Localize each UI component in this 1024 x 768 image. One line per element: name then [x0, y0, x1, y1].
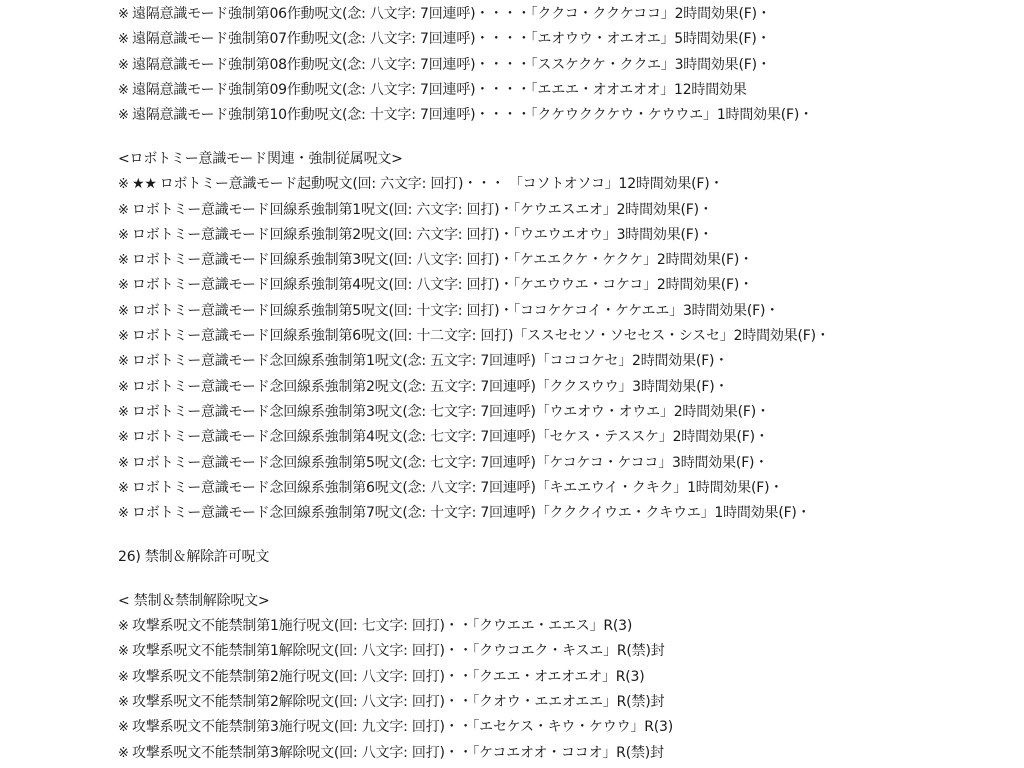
reference-mark-icon: ※ [118, 227, 129, 243]
line-text: 遠隔意識モード強制第07作動呪文(念: 八文字: 7回連呼)・・・・「エオウウ・オエオエ」5時間効果(F)・ [132, 31, 771, 48]
reference-mark-icon: ※ [118, 7, 129, 22]
line-text: < 禁制＆禁制解除呪文> [118, 592, 270, 609]
line-text: ロボトミー意識モード念回線系強制第4呪文(念: 七文字: 7回連呼)「セケス・テススケ」2時間効果(F)・ [132, 429, 769, 446]
line-text: 攻撃系呪文不能禁制第2施行呪文(回: 八文字: 回打)・・「クエエ・オエオエオ」R(3) [132, 668, 645, 685]
spell-list-item [118, 2, 998, 27]
line-text: 攻撃系呪文不能禁制第3施行呪文(回: 九文字: 回打)・・「エセケス・キウ・ケウウ」R(3) [132, 719, 673, 736]
section-gap [118, 570, 998, 589]
spell-list-item [118, 690, 998, 715]
line-text: ロボトミー意識モード回線系強制第5呪文(回: 十文字: 回打)・「ココケケコイ・ケケエエ」3時間効果(F)・ [132, 302, 780, 319]
line-text: ロボトミー意識モード念回線系強制第3呪文(念: 七文字: 7回連呼)「ウエオウ・オウエ」2時間効果(F)・ [132, 403, 770, 420]
line-text: 遠隔意識モード強制第06作動呪文(念: 八文字: 7回連呼)・・・・「ククコ・ククケココ」2時間効果(F)・ [132, 6, 771, 22]
spell-list-item [118, 223, 998, 248]
document-content [118, 2, 998, 766]
spell-list-item [118, 451, 998, 476]
line-text: 遠隔意識モード強制第10作動呪文(念: 十文字: 7回連呼)・・・・「クケウククケウ・ケウウエ」1時間効果(F)・ [132, 107, 813, 124]
reference-mark-icon: ※ [118, 202, 129, 218]
spell-list-item [118, 299, 998, 324]
reference-mark-icon: ※ [118, 32, 129, 48]
spell-list-item [118, 741, 998, 766]
line-text: 攻撃系呪文不能禁制第1解除呪文(回: 八文字: 回打)・・「クウコエク・キスエ」R(禁)封 [132, 643, 665, 660]
section-gap [118, 128, 998, 147]
reference-mark-icon: ※ [118, 329, 129, 345]
reference-mark-icon: ※ [118, 430, 129, 446]
reference-mark-icon: ※ [118, 82, 129, 98]
spell-list-item [118, 172, 998, 197]
spell-list-item [118, 78, 998, 103]
section-gap [118, 526, 998, 545]
line-text: 攻撃系呪文不能禁制第3解除呪文(回: 八文字: 回打)・・「ケコエオオ・ココオ」R(禁)封 [132, 744, 664, 761]
reference-mark-icon: ※ [118, 253, 129, 269]
spell-list-item [118, 639, 998, 664]
reference-mark-icon: ※ [118, 108, 129, 124]
line-text: ロボトミー意識モード念回線系強制第1呪文(念: 五文字: 7回連呼)「コココケセ」2時間効果(F)・ [132, 353, 729, 370]
spell-list-item [118, 53, 998, 78]
document-section [118, 545, 998, 570]
spell-list-item [118, 614, 998, 639]
spell-list-item [118, 248, 998, 273]
section-heading [118, 147, 998, 172]
spell-list-item [118, 273, 998, 298]
reference-mark-icon: ※ [118, 669, 129, 685]
spell-list-item [118, 476, 998, 501]
reference-mark-icon: ※ [118, 745, 129, 761]
reference-mark-icon: ※ [118, 379, 129, 395]
spell-list-item [118, 375, 998, 400]
document-section [118, 2, 998, 128]
reference-mark-icon: ※ [118, 278, 129, 294]
reference-mark-icon: ※ [118, 455, 129, 471]
line-text: ロボトミー意識モード念回線系強制第2呪文(念: 五文字: 7回連呼)「ククスウウ」3時間効果(F)・ [132, 378, 729, 395]
line-text: ロボトミー意識モード回線系強制第6呪文(回: 十二文字: 回打)「ススセセソ・ソセセス・シスセ」2時間効果(F)・ [132, 328, 830, 345]
reference-mark-icon: ※ [118, 720, 129, 736]
spell-list-item [118, 103, 998, 128]
spell-list-item [118, 198, 998, 223]
spell-list-item [118, 425, 998, 450]
reference-mark-icon: ※ [118, 644, 129, 660]
reference-mark-icon: ※ [118, 506, 129, 522]
spell-list-item [118, 665, 998, 690]
section-heading [118, 589, 998, 614]
line-text: 遠隔意識モード強制第08作動呪文(念: 八文字: 7回連呼)・・・・「ススケクケ・ククエ」3時間効果(F)・ [132, 56, 771, 73]
spell-list-item [118, 400, 998, 425]
line-text: 26) 禁制＆解除許可呪文 [118, 548, 270, 565]
spell-list-item [118, 349, 998, 374]
line-text: ロボトミー意識モード回線系強制第3呪文(回: 八文字: 回打)・「ケエエクケ・ケクケ」2時間効果(F)・ [132, 252, 753, 269]
line-text: ロボトミー意識モード念回線系強制第6呪文(念: 八文字: 7回連呼)「キエエウイ・クキク」1時間効果(F)・ [132, 479, 784, 496]
spell-list-item [118, 715, 998, 740]
spell-list-item [118, 27, 998, 52]
reference-mark-icon: ※ [118, 619, 129, 635]
line-text: ロボトミー意識モード念回線系強制第7呪文(念: 十文字: 7回連呼)「クククイウエ・クキウエ」1時間効果(F)・ [132, 505, 811, 522]
line-text: 攻撃系呪文不能禁制第1施行呪文(回: 七文字: 回打)・・「クウエエ・エエス」R(3) [132, 618, 633, 635]
reference-mark-icon: ※ [118, 177, 129, 193]
line-text: <ロボトミー意識モード関連・強制従属呪文> [118, 150, 403, 167]
reference-mark-icon: ※ [118, 303, 129, 319]
spell-list-item [118, 324, 998, 349]
reference-mark-icon: ※ [118, 404, 129, 420]
line-text: ロボトミー意識モード回線系強制第1呪文(回: 六文字: 回打)・「ケウエスエオ」2時間効果(F)・ [132, 201, 713, 218]
document-section [118, 589, 998, 766]
line-text: ロボトミー意識モード念回線系強制第5呪文(念: 七文字: 7回連呼)「ケコケコ・ケココ」3時間効果(F)・ [132, 454, 769, 471]
document-section [118, 147, 998, 526]
spell-list-item [118, 501, 998, 526]
line-text: ロボトミー意識モード回線系強制第4呪文(回: 八文字: 回打)・「ケエウウエ・コケコ」2時間効果(F)・ [132, 277, 753, 294]
line-text: 攻撃系呪文不能禁制第2解除呪文(回: 八文字: 回打)・・「クオウ・エエオエエ」R(禁)封 [132, 693, 665, 710]
line-text: ロボトミー意識モード回線系強制第2呪文(回: 六文字: 回打)・「ウエウエオウ」3時間効果(F)・ [132, 226, 713, 243]
line-text: ロボトミー意識モード起動呪文(回: 六文字: 回打)・・・ 「コソトオソコ」12時間効果(F)・ [159, 176, 724, 193]
star-rating-icon: ★★ [132, 176, 157, 193]
reference-mark-icon: ※ [118, 354, 129, 370]
reference-mark-icon: ※ [118, 57, 129, 73]
section-heading [118, 545, 998, 570]
reference-mark-icon: ※ [118, 480, 129, 496]
line-text: 遠隔意識モード強制第09作動呪文(念: 八文字: 7回連呼)・・・・「エエエ・オオエオオ」12時間効果 [132, 81, 747, 98]
reference-mark-icon: ※ [118, 694, 129, 710]
